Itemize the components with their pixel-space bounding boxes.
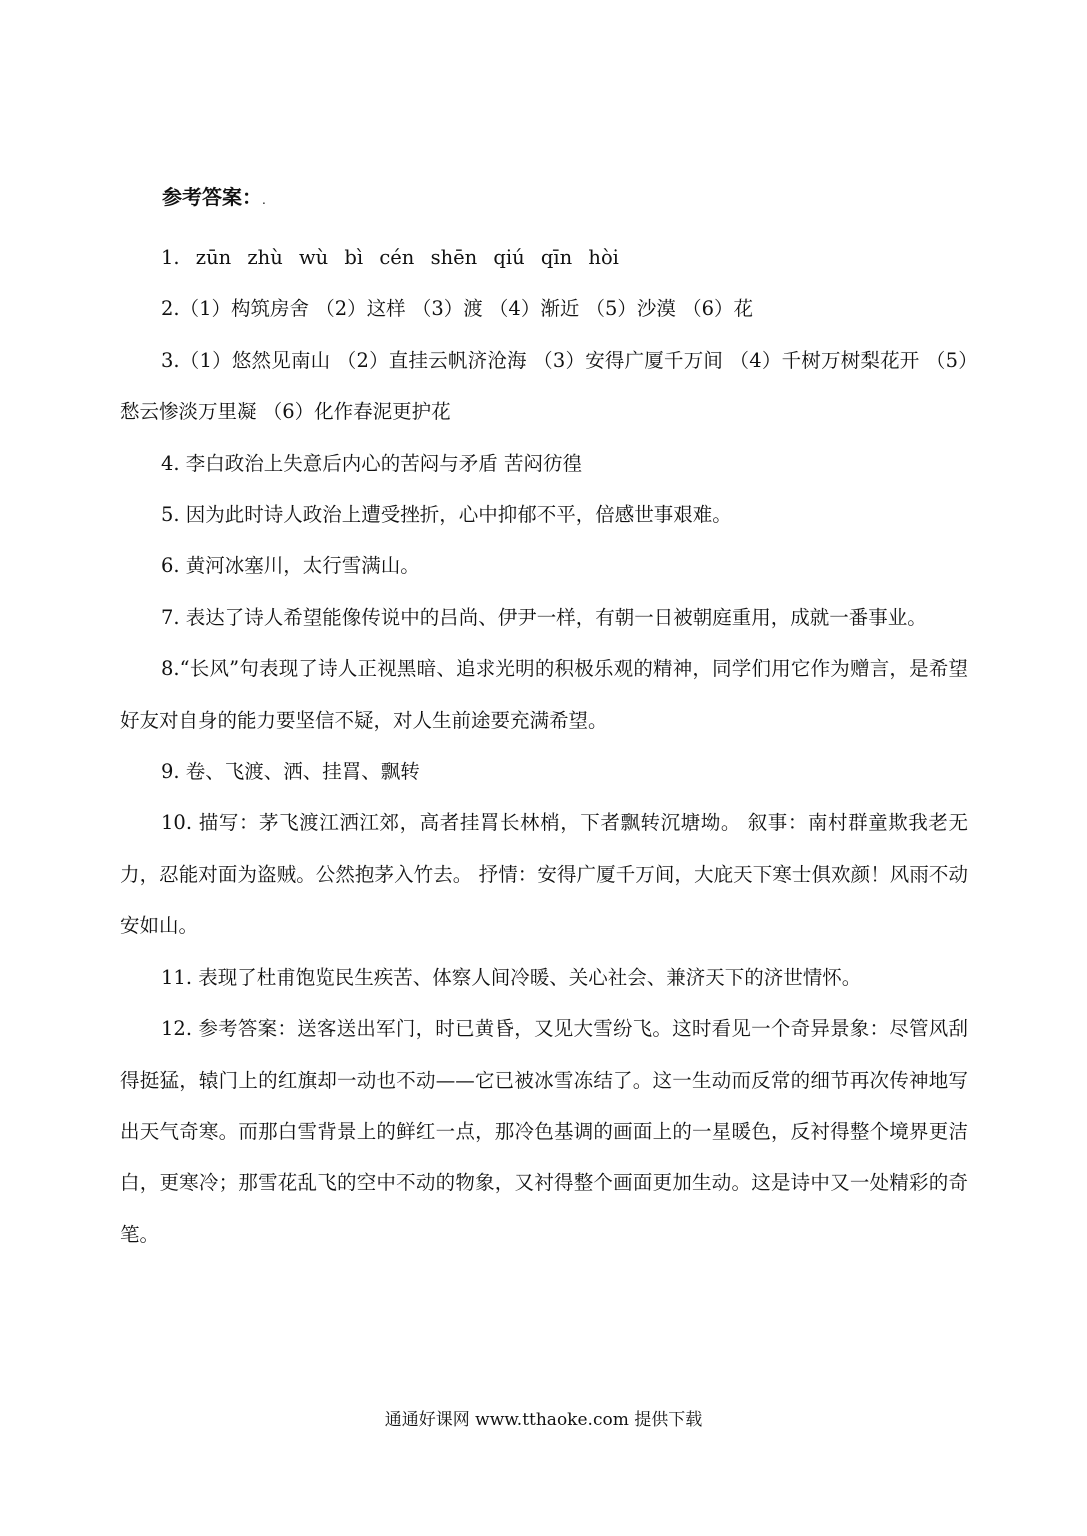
- answer-7: 7. 表达了诗人希望能像传说中的吕尚、伊尹一样，有朝一日被朝庭重用，成就一番事业。: [161, 605, 927, 629]
- answer-3: 3.（1）悠然见南山 （2）直挂云帆济沧海 （3）安得广厦千万间 （4）千树万树梨花开 （5）愁云惨淡万里凝 （6）化作春泥更护花: [120, 348, 968, 424]
- answer-2: 2.（1）构筑房舍 （2）这样 （3）渡 （4）渐近 （5）沙漠 （6）花: [161, 297, 754, 321]
- answer-12: 12. 参考答案：送客送出军门，时已黄昏，又见大雪纷飞。这时看见一个奇异景象：尽管风刮得挺猛，辕门上的红旗却一动也不动——它已被冰雪冻结了。这一生动而反常的细节再次传神地写出天气奇寒。而那白雪背景上的鲜红一点，那冷色基调的画面上的一星暖色，反衬得整个境界更洁白，更寒冷；那雪花乱飞的空中不动的物象，又衬得整个画面更加生动。这是诗中又一处精彩的奇笔。: [120, 1017, 968, 1246]
- answer-8: 8.“长风”句表现了诗人正视黑暗、追求光明的积极乐观的精神，同学们用它作为赠言，是希望好友对自身的能力要坚信不疑，对人生前途要充满希望。: [120, 657, 968, 732]
- answer-6: 6. 黄河冰塞川，太行雪满山。: [161, 554, 420, 578]
- answer-5: 5. 因为此时诗人政治上遭受挫折，心中抑郁不平，倍感世事艰难。: [161, 503, 732, 527]
- answers-list: [120, 232, 968, 1260]
- answer-9: 9. 卷、飞渡、洒、挂罥、飘转: [161, 760, 420, 784]
- answer-11: 11. 表现了杜甫饱览民生疾苦、体察人间冷暖、关心社会、兼济天下的济世情怀。: [161, 965, 862, 989]
- answer-1: 1. zūn zhù wù bì cén shēn qiú qīn hòi: [161, 246, 619, 269]
- answers-heading: [162, 183, 266, 214]
- answer-4: 4. 李白政治上失意后内心的苦闷与矛盾 苦闷彷徨: [161, 451, 583, 475]
- answer-10: 10. 描写：茅飞渡江洒江郊，高者挂罥长林梢，下者飘转沉塘坳。 叙事：南村群童欺我老无力，忍能对面为盗贼。公然抱茅入竹去。 抒情：安得广厦千万间，大庇天下寒士俱欢颜！风雨不动安如山。: [120, 811, 968, 938]
- heading-trailing-mark: .: [262, 193, 266, 207]
- page-footer: 通通好课网 www.tthaoke.com 提供下载: [384, 1410, 703, 1430]
- answers-heading-text: 参考答案：: [162, 185, 262, 209]
